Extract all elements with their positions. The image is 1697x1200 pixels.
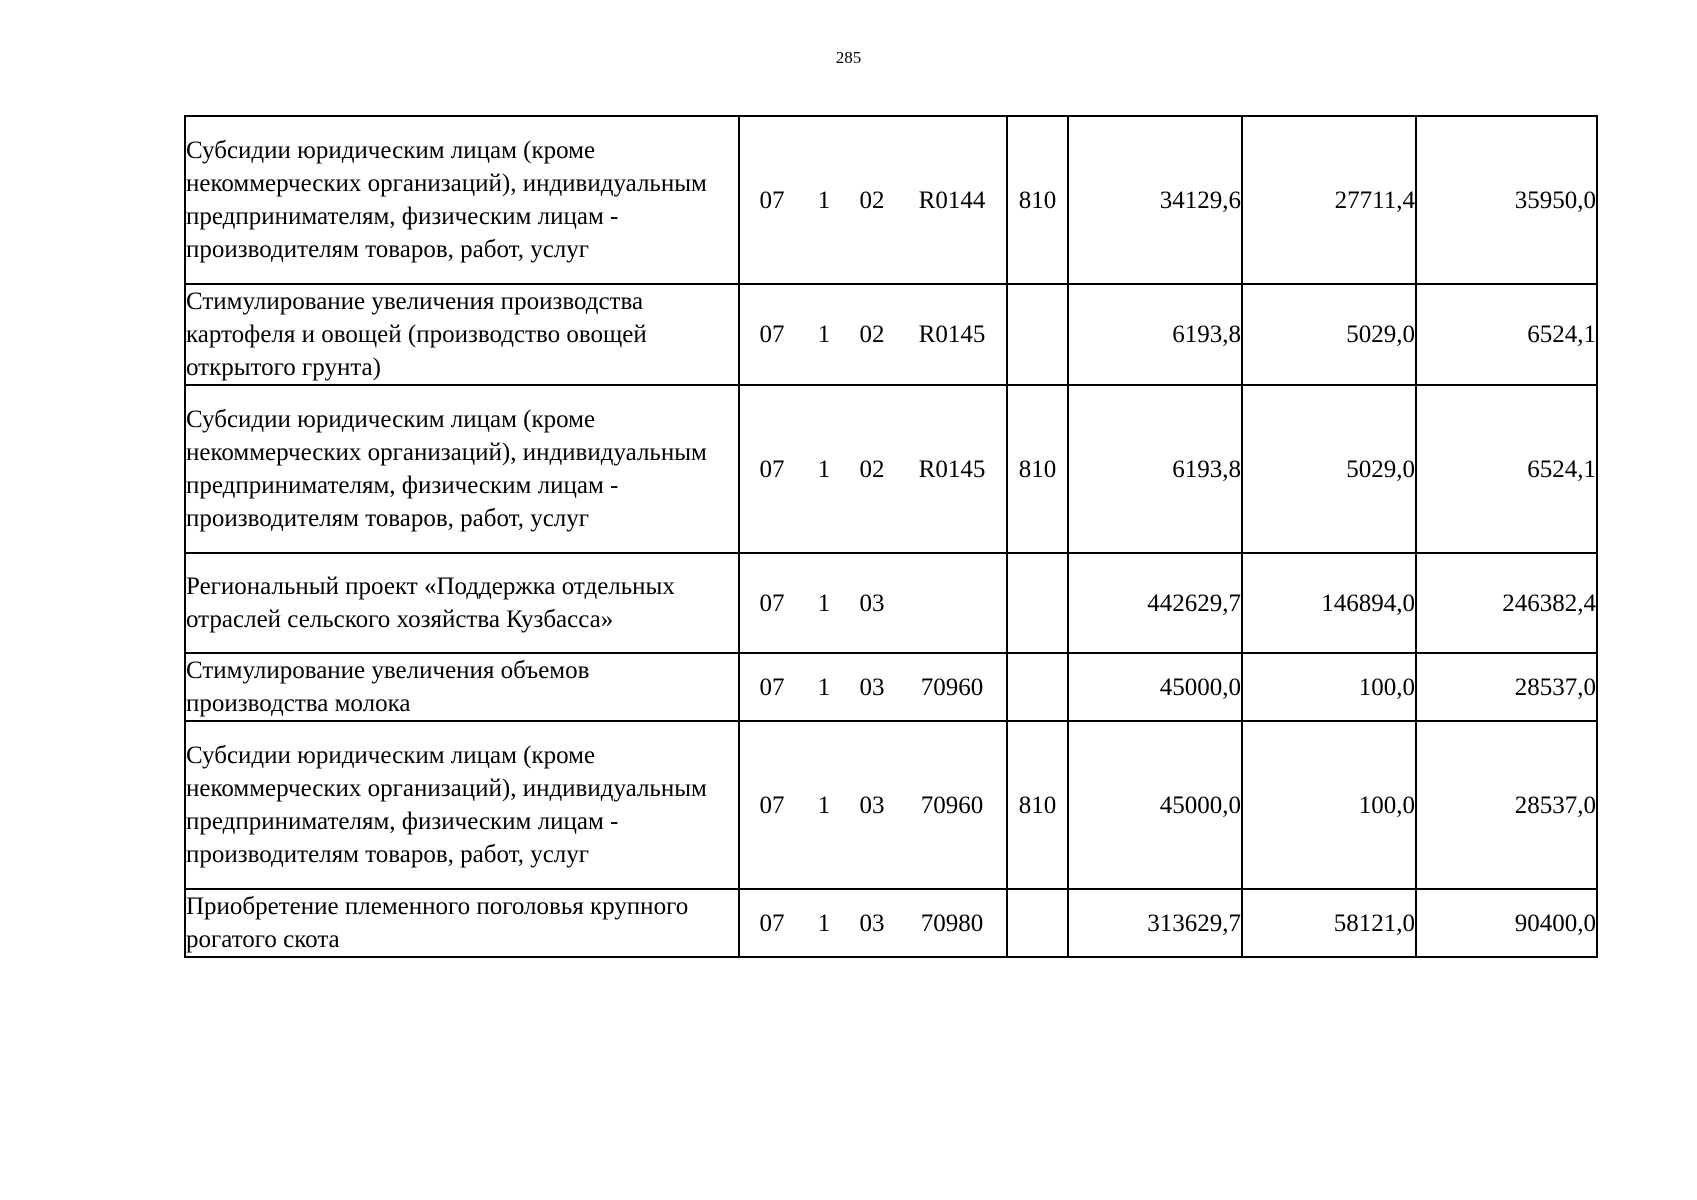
value-year-2: 146894,0 (1242, 553, 1416, 653)
value-year-3: 28537,0 (1416, 653, 1597, 721)
row-codes (739, 721, 1007, 889)
code-subprogram: 03 (859, 791, 885, 819)
value-year-2: 100,0 (1242, 653, 1416, 721)
code-program: 1 (817, 321, 831, 348)
code-subprogram: 02 (859, 321, 885, 348)
value-year-1: 45000,0 (1068, 653, 1242, 721)
value-year-3: 35950,0 (1416, 116, 1597, 284)
row-codes (739, 284, 1007, 385)
code-program: 1 (817, 791, 831, 819)
code-program: 1 (817, 455, 831, 483)
code-section: 07 (759, 455, 785, 483)
code-section: 07 (759, 791, 785, 819)
code-subprogram: 03 (859, 673, 885, 701)
table-row (185, 116, 1597, 284)
code-section: 07 (759, 589, 785, 617)
value-year-1: 442629,7 (1068, 553, 1242, 653)
code-program: 1 (817, 909, 831, 937)
code-program: 1 (817, 589, 831, 617)
value-year-3: 6524,1 (1416, 385, 1597, 553)
code-section: 07 (759, 673, 785, 701)
value-year-1: 6193,8 (1068, 385, 1242, 553)
table-row (185, 553, 1597, 653)
table-row (185, 721, 1597, 889)
value-year-3: 246382,4 (1416, 553, 1597, 653)
table-row (185, 284, 1597, 385)
expense-type: 810 (1007, 116, 1068, 284)
value-year-1: 6193,8 (1068, 284, 1242, 385)
expense-type (1007, 553, 1068, 653)
code-direction: R0144 (918, 186, 986, 214)
code-program: 1 (817, 186, 831, 214)
row-codes (739, 116, 1007, 284)
row-codes (739, 385, 1007, 553)
code-direction: R0145 (918, 321, 986, 348)
code-subprogram: 03 (859, 909, 885, 937)
value-year-1: 313629,7 (1068, 889, 1242, 957)
row-name: Приобретение племенного поголовья крупного рогатого скота (185, 889, 739, 957)
code-direction: R0145 (918, 455, 986, 483)
row-name: Субсидии юридическим лицам (кроме некоммерческих организаций), индивидуальным предпринимателям, физическим лицам - производителям товаров, работ, услуг (185, 116, 739, 284)
value-year-2: 100,0 (1242, 721, 1416, 889)
code-program: 1 (817, 673, 831, 701)
expense-type (1007, 284, 1068, 385)
code-subprogram: 03 (859, 589, 885, 617)
value-year-2: 5029,0 (1242, 284, 1416, 385)
table-row (185, 385, 1597, 553)
page-number: 285 (835, 48, 862, 67)
code-direction: 70960 (920, 791, 984, 819)
row-name: Субсидии юридическим лицам (кроме некоммерческих организаций), индивидуальным предпринимателям, физическим лицам - производителям товаров, работ, услуг (185, 721, 739, 889)
value-year-1: 45000,0 (1068, 721, 1242, 889)
budget-table (184, 115, 1598, 958)
code-section: 07 (759, 186, 785, 214)
value-year-2: 5029,0 (1242, 385, 1416, 553)
code-section: 07 (759, 909, 785, 937)
row-name: Субсидии юридическим лицам (кроме некоммерческих организаций), индивидуальным предпринимателям, физическим лицам - производителям товаров, работ, услуг (185, 385, 739, 553)
expense-type: 810 (1007, 721, 1068, 889)
code-subprogram: 02 (859, 455, 885, 483)
row-name: Стимулирование увеличения производства картофеля и овощей (производство овощей открытого грунта) (185, 284, 739, 385)
expense-type (1007, 653, 1068, 721)
code-direction: 70960 (920, 673, 984, 701)
code-direction: 70980 (920, 909, 984, 937)
value-year-3: 90400,0 (1416, 889, 1597, 957)
value-year-2: 27711,4 (1242, 116, 1416, 284)
value-year-1: 34129,6 (1068, 116, 1242, 284)
code-subprogram: 02 (859, 186, 885, 214)
value-year-2: 58121,0 (1242, 889, 1416, 957)
row-codes (739, 889, 1007, 957)
row-name: Региональный проект «Поддержка отдельных отраслей сельского хозяйства Кузбасса» (185, 553, 739, 653)
row-name: Стимулирование увеличения объемов производства молока (185, 653, 739, 721)
value-year-3: 6524,1 (1416, 284, 1597, 385)
value-year-3: 28537,0 (1416, 721, 1597, 889)
expense-type (1007, 889, 1068, 957)
table-row (185, 653, 1597, 721)
row-codes (739, 553, 1007, 653)
row-codes (739, 653, 1007, 721)
expense-type: 810 (1007, 385, 1068, 553)
table-row (185, 889, 1597, 957)
code-section: 07 (759, 321, 785, 348)
